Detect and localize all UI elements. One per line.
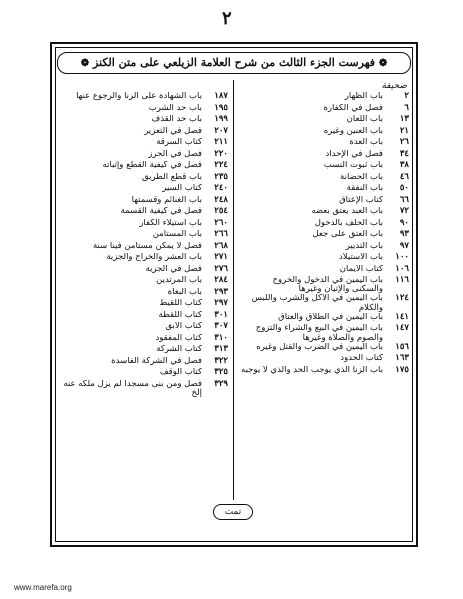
entry-title: كتاب الإعتاق — [339, 195, 383, 205]
entry-title: باب اليمين في الضرب والقتل وغيره — [256, 342, 383, 352]
index-title: فهرست الجزء الثالث من شرح العلامة الزيلعي على متن الكنز — [92, 56, 376, 69]
entry-page-number: ٢٢٤ — [214, 161, 228, 170]
index-entry — [241, 324, 409, 342]
entry-page-number: ٦٦ — [399, 195, 409, 205]
entry-page-number: ٣٠١ — [214, 310, 228, 320]
entry-page-number: ٢٢٠ — [214, 149, 228, 159]
entry-page-number: ٢٤٠ — [214, 184, 228, 193]
entry-title: فصل في الإحداد — [325, 149, 383, 159]
index-entry — [241, 253, 409, 265]
entry-title: باب اللعان — [346, 115, 383, 124]
index-entry — [60, 104, 228, 116]
index-entry — [241, 161, 409, 173]
entry-title: كتاب اللقطة — [158, 310, 202, 320]
entry-title: باب الاستيلاد — [339, 253, 383, 262]
index-entry — [241, 150, 409, 162]
entry-page-number: ١٤٧ — [395, 324, 409, 334]
entry-page-number: ٢٨٤ — [214, 276, 228, 285]
index-entry — [241, 184, 409, 196]
index-entry — [60, 265, 228, 277]
index-entry — [60, 150, 228, 162]
entry-page-number: ٢٣٥ — [214, 172, 228, 182]
entry-title: باب الغنائم وقسمتها — [131, 195, 202, 205]
index-entry — [241, 115, 409, 127]
entry-title: فصل في الكفارة — [323, 103, 383, 113]
entry-page-number: ٣٢٥ — [214, 368, 228, 377]
index-entry — [60, 92, 228, 104]
entry-title: باب المرتدين — [156, 276, 202, 285]
index-entry — [60, 184, 228, 196]
entry-page-number: ٧٢ — [399, 207, 409, 216]
index-entry — [60, 196, 228, 208]
index-entry — [60, 380, 228, 398]
index-entry — [241, 196, 409, 208]
entry-page-number: ٣٠٧ — [214, 322, 228, 331]
entry-title: كتاب اللقيط — [159, 299, 202, 308]
index-entry — [60, 127, 228, 139]
entry-page-number: ٢١١ — [214, 138, 228, 147]
index-entry — [60, 207, 228, 219]
entry-page-number: ٣١٠ — [214, 333, 228, 343]
entry-title: باب العدة — [349, 138, 383, 147]
index-entry — [60, 138, 228, 150]
entry-page-number: ٦ — [404, 103, 409, 113]
entry-title: باب الحلف بالدخول — [314, 218, 383, 228]
index-entry — [60, 368, 228, 380]
entry-title: باب العنين وغيره — [323, 126, 383, 136]
index-entry — [60, 161, 228, 173]
index-header — [57, 52, 411, 74]
entry-title: فصل في الشركة الفاسدة — [111, 356, 202, 366]
entry-title: باب النفقة — [346, 184, 383, 193]
entry-title: باب اليمين في الدخول والخروج والسكنى والإتيان وغيرها — [272, 276, 383, 295]
entry-title: فصل لا يمكن مستأمن فينا سنة — [92, 241, 202, 251]
entry-page-number: ٢٦٠ — [214, 218, 228, 228]
entry-title: باب العتق على جعل — [312, 230, 383, 239]
entry-page-number: ١٥٦ — [395, 342, 409, 352]
entry-title: كتاب الأيمان — [339, 264, 383, 274]
entry-title: باب الحضانة — [340, 172, 383, 182]
entry-page-number: ٢٥٤ — [214, 207, 228, 216]
entry-page-number: ٣٢٢ — [214, 356, 228, 366]
entry-title: فصل ومن بنى مسجدا لم يزل ملكه عنه إلخ — [63, 379, 202, 398]
index-entry — [60, 276, 228, 288]
entry-title: باب حد القذف — [151, 115, 202, 124]
left-column-spacer — [60, 80, 228, 92]
entry-page-number: ٢٩٣ — [214, 287, 228, 297]
entry-title: باب المستأمن — [152, 230, 202, 239]
entry-title: باب الظهار — [344, 92, 383, 101]
index-entry — [241, 230, 409, 242]
entry-title: باب استيلاء الكفار — [139, 218, 202, 228]
entry-page-number: ١١٦ — [395, 276, 409, 285]
entry-page-number: ٩٧ — [399, 241, 409, 251]
entry-title: باب العبد يعتق بعضه — [311, 207, 383, 216]
index-entry — [60, 173, 228, 185]
entry-page-number: ١٩٩ — [214, 115, 228, 124]
entry-page-number: ١٣ — [399, 115, 409, 124]
entry-page-number: ٩٠ — [399, 218, 409, 228]
entry-title: باب العشر والخراج والجزية — [106, 253, 202, 262]
entry-title: باب قطع الطريق — [142, 172, 202, 182]
entry-title: باب البغاة — [167, 287, 202, 297]
entry-page-number: ٣٤ — [399, 149, 409, 159]
index-entry — [241, 366, 409, 378]
page-number: ٢ — [222, 8, 232, 29]
entry-title: باب الشهادة على الزنا والرجوع عنها — [76, 92, 202, 101]
entry-title: كتاب الحدود — [340, 354, 383, 364]
index-entry — [60, 299, 228, 311]
entry-page-number: ١٠٠ — [395, 253, 409, 262]
entry-title: كتاب الشركة — [156, 345, 202, 354]
entry-title: كتاب الوقف — [159, 368, 202, 377]
entry-title: فصل في كيفية القطع وإثباته — [102, 161, 202, 170]
index-entry — [241, 265, 409, 277]
index-entry — [60, 115, 228, 127]
left-entries — [60, 92, 228, 398]
ornament-right-icon: ❁ — [378, 58, 388, 69]
entry-title: باب حد الشرب — [148, 103, 202, 113]
entry-page-number: ٢٧١ — [214, 253, 228, 262]
entry-title: كتاب المفقود — [155, 333, 202, 343]
entry-page-number: ١٢٤ — [395, 294, 409, 304]
entry-page-number: ٢٦٦ — [214, 230, 228, 239]
entry-title: كتاب الآبق — [165, 322, 202, 331]
entry-title: باب ثبوت النسب — [323, 161, 383, 170]
entry-title: فصل في الحرز — [148, 149, 202, 159]
entry-title: فصل في التعزير — [144, 126, 202, 136]
page-column-header: صحيفة — [381, 81, 407, 91]
entry-page-number: ٩٣ — [399, 230, 409, 239]
entry-title: باب اليمين في البيع والشراء والتزوج والصوم والصلاة وغيرها — [255, 324, 383, 343]
index-entry — [241, 173, 409, 185]
entry-page-number: ٢١ — [399, 126, 409, 136]
entry-title: باب اليمين في الأكل والشرب واللبس والكلام — [251, 294, 383, 313]
entry-page-number: ٣٢٩ — [214, 379, 228, 389]
index-entry — [60, 345, 228, 357]
entry-title: فصل في كيفية القسمة — [120, 207, 202, 216]
entry-title: باب الزنا الذي يوجب الحد والذي لا يوجبه — [241, 365, 383, 375]
index-entry — [241, 127, 409, 139]
entry-page-number: ٢٧٦ — [214, 264, 228, 274]
column-divider — [233, 80, 234, 500]
index-entry — [60, 357, 228, 369]
left-column — [60, 80, 228, 500]
entry-page-number: ١٨٧ — [214, 92, 228, 101]
entry-page-number: ٤٦ — [399, 172, 409, 182]
entry-title: فصل في الجزية — [145, 264, 202, 274]
entry-page-number: ٢٦٨ — [214, 241, 228, 251]
index-entry — [241, 219, 409, 231]
entry-page-number: ٣١٣ — [214, 345, 228, 354]
index-entry — [60, 230, 228, 242]
site-footer: www.marefa.org — [14, 583, 72, 592]
index-entry — [60, 334, 228, 346]
index-entry — [241, 313, 409, 325]
index-entry — [60, 219, 228, 231]
index-entry — [241, 343, 409, 355]
index-entry — [60, 322, 228, 334]
index-entry — [241, 354, 409, 366]
entry-page-number: ١٧٥ — [395, 365, 409, 375]
entry-title: باب التدبير — [345, 241, 383, 251]
entry-page-number: ٣٨ — [399, 161, 409, 170]
entry-page-number: ٥٠ — [399, 184, 409, 193]
entry-title: باب اليمين في الطلاق والعتاق — [278, 312, 383, 322]
index-entry — [60, 311, 228, 323]
entry-page-number: ١٠٦ — [395, 264, 409, 274]
entry-page-number: ١٩٥ — [214, 103, 228, 113]
ornament-left-icon: ❁ — [80, 58, 90, 69]
entry-page-number: ١٦٣ — [395, 354, 409, 364]
index-entry — [241, 242, 409, 254]
right-entries — [241, 92, 409, 377]
entry-page-number: ٢٦ — [399, 138, 409, 147]
index-entry — [241, 294, 409, 312]
entry-page-number: ٢٠٧ — [214, 126, 228, 136]
index-entry — [241, 104, 409, 116]
entry-page-number: ٢ — [404, 92, 409, 101]
entry-title: كتاب السرقة — [156, 138, 202, 147]
index-entry — [60, 242, 228, 254]
entry-title: كتاب السير — [162, 184, 202, 193]
index-entry — [60, 288, 228, 300]
right-column — [241, 80, 409, 500]
entry-page-number: ١٤١ — [395, 312, 409, 322]
index-entry — [241, 276, 409, 294]
entry-page-number: ٢٩٧ — [214, 299, 228, 308]
end-ornament: تمت — [213, 504, 253, 520]
index-entry — [241, 207, 409, 219]
index-entry — [241, 92, 409, 104]
index-entry — [241, 138, 409, 150]
entry-page-number: ٢٤٨ — [214, 195, 228, 205]
index-entry — [60, 253, 228, 265]
